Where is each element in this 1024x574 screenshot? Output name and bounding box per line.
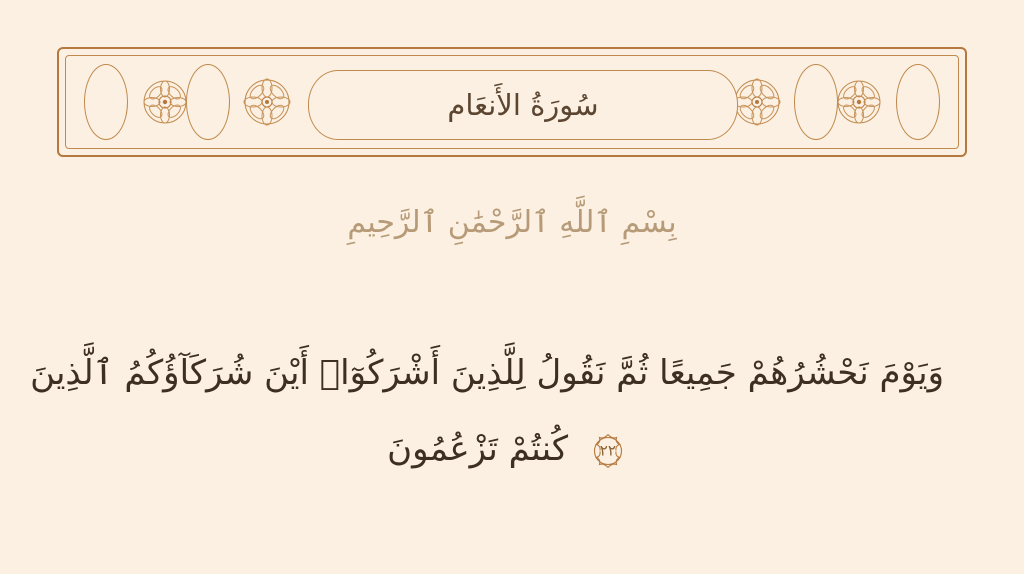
surah-name-plaque	[308, 70, 738, 140]
floral-rosette-icon	[830, 73, 888, 131]
ayah-text-block	[30, 340, 944, 483]
surah-header-inner-frame	[65, 55, 959, 149]
surah-header-frame	[57, 47, 967, 157]
surah-name: سُورَةُ الأَنعَام	[447, 87, 599, 122]
ayah-line-1: وَيَوْمَ نَحْشُرُهُمْ جَمِيعًا ثُمَّ نَقُولُ لِلَّذِينَ أَشْرَكُوٓا۟ أَيْنَ شُرَكَآؤُكُمُ ٱلَّذِينَ	[30, 353, 944, 393]
ayah-line-2: كُنتُمْ تَزْعُمُونَ	[387, 429, 569, 470]
floral-rosette-icon	[238, 73, 296, 131]
ayah-number: ٢٢	[599, 441, 616, 460]
ayah-end-flower-icon	[585, 428, 631, 474]
arc-ornament-icon	[896, 64, 940, 140]
ayah-line-2-wrapper	[80, 416, 944, 482]
arc-ornament-icon	[84, 64, 128, 140]
floral-rosette-icon	[136, 73, 194, 131]
basmala-text: بِسْمِ ٱللَّهِ ٱلرَّحْمَٰنِ ٱلرَّحِيمِ	[347, 205, 677, 240]
